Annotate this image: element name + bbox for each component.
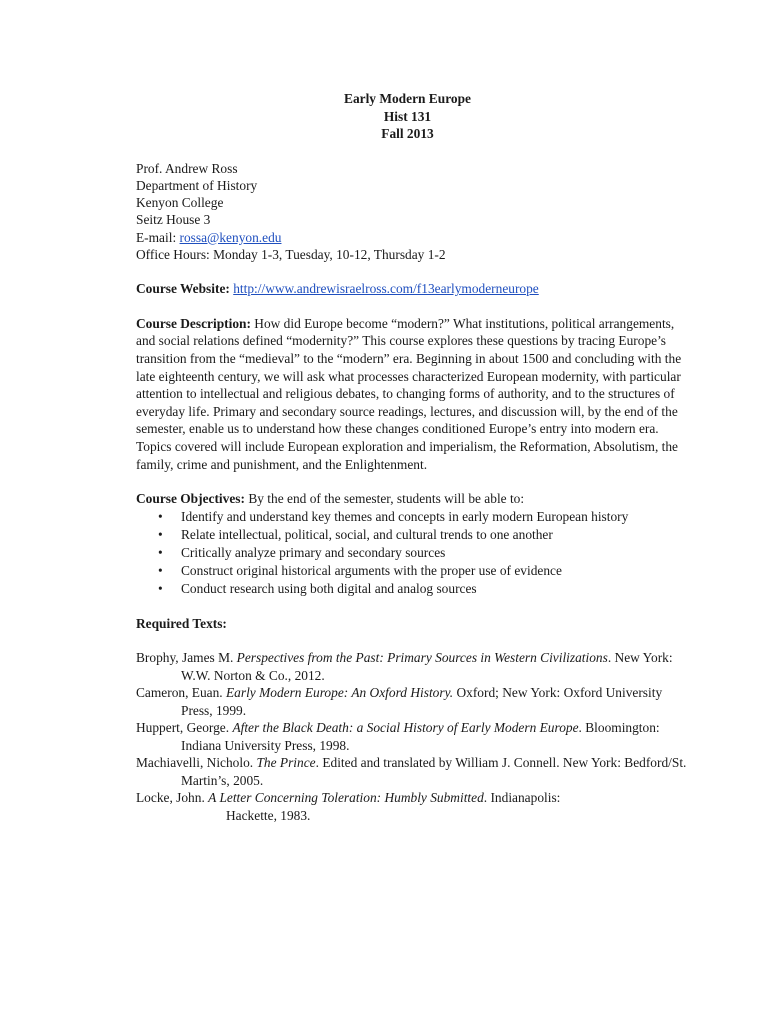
list-item: Brophy, James M. Perspectives from the Past: Primary Sources in Western Civilizations. New York: W.W. Norton & Co., 2012. [136,650,673,683]
email-link[interactable]: rossa@kenyon.edu [179,229,282,245]
email-label: E-mail: [136,229,180,245]
professor-name: Prof. Andrew Ross [136,160,238,176]
bullet-icon: • [158,544,163,560]
course-code: Hist 131 [383,108,432,124]
course-term: Fall 2013 [381,126,434,141]
list-item: Locke, John. A Letter Concerning Toleration: Humbly Submitted. Indianapolis: Hackette, 1983. [136,790,561,823]
description-label: Course Description: [136,315,251,331]
bullet-icon: • [158,562,163,578]
bullet-icon: • [158,526,163,542]
list-item: Cameron, Euan. Early Modern Europe: An Oxford History. Oxford; New York: Oxford University Press, 1999. [136,685,663,718]
objectives-label: Course Objectives: [136,491,245,507]
course-objectives [136,490,696,598]
list-item: • Critically analyze primary and secondary sources [158,544,446,560]
list-item: Huppert, George. After the Black Death: a Social History of Early Modern Europe. Bloomington: Indiana University Press, 1998. [136,720,660,753]
list-item: • Identify and understand key themes and concepts in early modern European history [158,508,629,524]
list-item: • Construct original historical arguments with the proper use of evidence [158,562,562,578]
bullet-icon: • [158,580,163,596]
office-hours: Office Hours: Monday 1-3, Tuesday, 10-12, Thursday 1-2 [136,246,446,262]
list-item: Machiavelli, Nicholo. The Prince. Edited and translated by William J. Connell. New York: Bedford/St. Martin’s, 2005. [136,755,687,788]
email-line [136,229,696,246]
website-link[interactable]: http://www.andrewisraelross.com/f13earlymoderneurope [233,281,539,297]
required-texts-list [136,649,696,824]
description-text: How did Europe become “modern?” What institutions, political arrangements, and social relations defined “modernity?” This course explores these questions by tracing Europe’s transition from the “medieval” to the “modern” era. Beginning in about 1500 and concluding with the late eighteenth century, we will ask what processes characterized European modernity, with particular attention to intellectual and religious debates, to changing forms of authority, and to the structures of everyday life. Primary and secondary source readings, lectures, and discussion will, by the end of the semester, enable us to understand how these changes conditioned Europe’s entry into modern era. Topics covered will include European exploration and imperialism, the Reformation, Absolutism, the family, crime and punishment, and the Enlightenment. [136,315,682,472]
list-item: • Conduct research using both digital and analog sources [158,580,477,596]
objectives-list [136,508,696,598]
objectives-intro: By the end of the semester, students will be able to: [248,491,525,507]
office-location: Seitz House 3 [136,212,211,228]
list-item: • Relate intellectual, political, social, and cultural trends to one another [158,526,553,542]
syllabus-page [136,90,696,824]
course-description [136,315,696,473]
course-title: Early Modern Europe [344,91,471,106]
college: Kenyon College [136,195,224,211]
bullet-icon: • [158,508,163,524]
course-website [136,280,696,298]
required-texts-heading: Required Texts: [136,615,227,631]
contact-block [136,160,696,264]
website-label: Course Website: [136,281,230,297]
title-block [136,90,679,143]
department: Department of History [136,177,258,193]
